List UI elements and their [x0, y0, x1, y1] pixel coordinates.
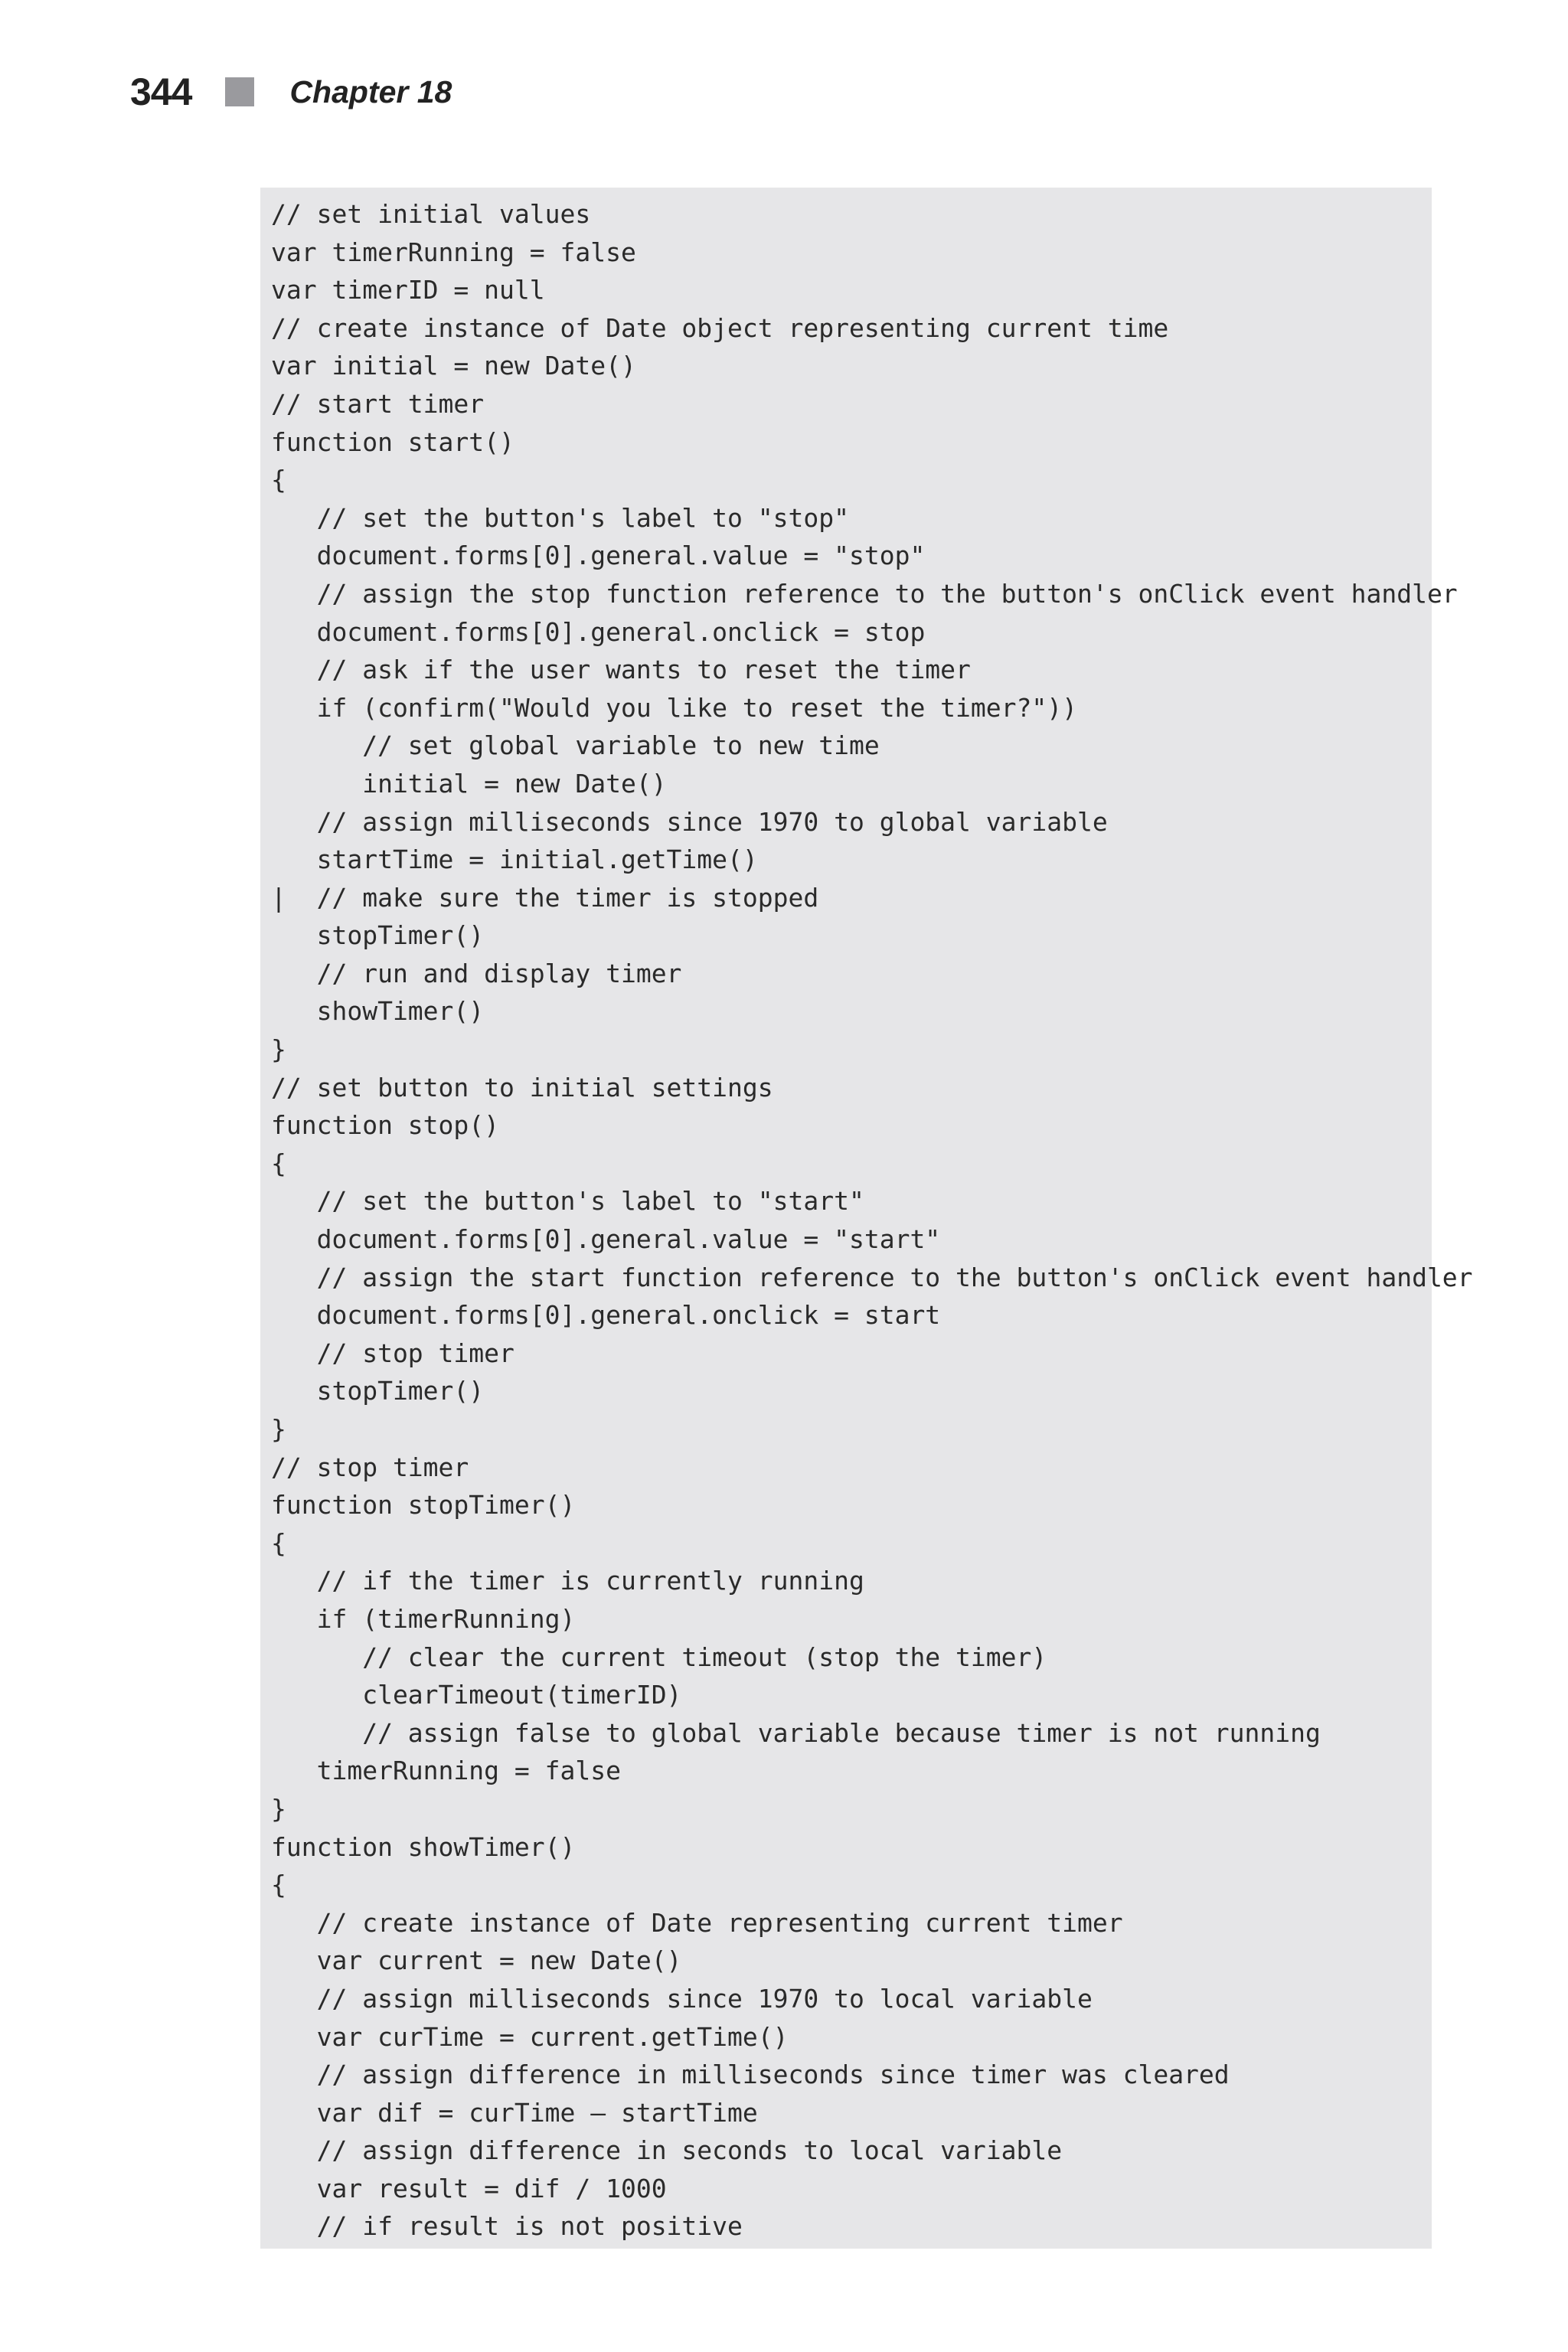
- code-line: showTimer(): [271, 996, 485, 1027]
- code-line: var current = new Date(): [271, 1945, 682, 1976]
- code-line: var initial = new Date(): [271, 351, 636, 381]
- code-line: // stop timer: [271, 1338, 514, 1368]
- code-line: // set button to initial settings: [271, 1072, 773, 1102]
- code-line: // create instance of Date object representing current time: [271, 312, 1169, 343]
- code-line: document.forms[0].general.onclick = stop: [271, 616, 926, 647]
- code-line: function showTimer(): [271, 1831, 576, 1862]
- code-line: function start(): [271, 426, 514, 457]
- code-line: document.forms[0].general.onclick = start: [271, 1300, 941, 1331]
- code-line: // set the button's label to "start": [271, 1186, 864, 1217]
- code-line: | // make sure the timer is stopped: [271, 882, 819, 913]
- chapter-title: Chapter 18: [289, 74, 452, 109]
- code-line: // clear the current timeout (stop the timer): [271, 1642, 1047, 1672]
- code-line: // assign the start function reference to the button's onClick event handler: [271, 1262, 1473, 1292]
- code-line: // if result is not positive: [271, 2211, 743, 2242]
- code-line: }: [271, 1034, 286, 1065]
- code-line: }: [271, 1793, 286, 1824]
- code-line: }: [271, 1414, 286, 1444]
- code-line: // assign difference in milliseconds since timer was cleared: [271, 2060, 1230, 2090]
- code-line: var result = dif / 1000: [271, 2173, 667, 2203]
- code-line: function stopTimer(): [271, 1490, 576, 1521]
- code-listing: [260, 188, 1473, 2249]
- code-line: // ask if the user wants to reset the timer: [271, 655, 971, 685]
- code-line: var timerRunning = false: [271, 237, 636, 267]
- code-line: if (confirm("Would you like to reset the timer?")): [271, 692, 1077, 723]
- code-line: stopTimer(): [271, 1376, 485, 1406]
- code-line: if (timerRunning): [271, 1603, 576, 1634]
- header-square-icon: [225, 77, 254, 106]
- code-line: // create instance of Date representing current timer: [271, 1907, 1123, 1938]
- code-line: {: [271, 1148, 286, 1178]
- code-line: // run and display timer: [271, 958, 682, 988]
- code-line: // stop timer: [271, 1452, 469, 1482]
- code-line: stopTimer(): [271, 920, 485, 951]
- code-line: // assign milliseconds since 1970 to local variable: [271, 1983, 1093, 2014]
- code-line: // assign milliseconds since 1970 to global variable: [271, 806, 1108, 837]
- code-line: // assign false to global variable because timer is not running: [271, 1717, 1321, 1748]
- code-line: var timerID = null: [271, 275, 545, 305]
- code-line: var curTime = current.getTime(): [271, 2021, 789, 2052]
- code-line: timerRunning = false: [271, 1756, 621, 1786]
- code-line: {: [271, 465, 286, 495]
- code-line: // start timer: [271, 388, 485, 419]
- code-line: // assign the stop function reference to the button's onClick event handler: [271, 578, 1458, 609]
- code-line: // set initial values: [271, 199, 591, 229]
- code-line: startTime = initial.getTime(): [271, 844, 758, 875]
- code-line: initial = new Date(): [271, 768, 667, 799]
- code-line: // assign difference in seconds to local variable: [271, 2135, 1063, 2166]
- code-line: document.forms[0].general.value = "stop": [271, 541, 926, 571]
- code-line: document.forms[0].general.value = "start": [271, 1224, 941, 1255]
- code-line: // set the button's label to "stop": [271, 502, 849, 533]
- code-line: {: [271, 1527, 286, 1558]
- code-line: clearTimeout(timerID): [271, 1680, 682, 1710]
- code-line: // if the timer is currently running: [271, 1566, 864, 1596]
- code-line: // set global variable to new time: [271, 730, 880, 761]
- code-line: function stop(): [271, 1110, 500, 1141]
- code-line: var dif = curTime – startTime: [271, 2097, 758, 2128]
- page-header: [130, 67, 452, 116]
- page-number: 344: [130, 70, 192, 113]
- code-line: {: [271, 1870, 286, 1900]
